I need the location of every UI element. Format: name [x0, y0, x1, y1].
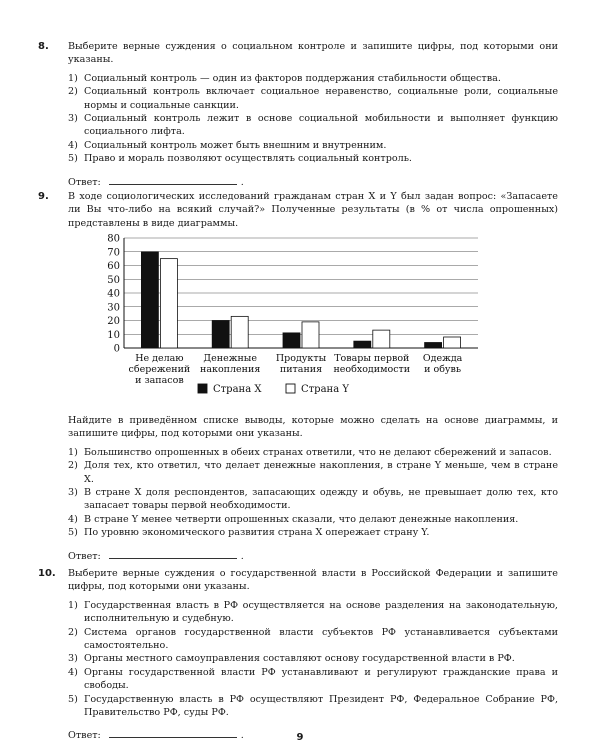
y-tick-label: 80: [107, 233, 120, 245]
option-text: Доля тех, кто ответил, что делает денежные накопления, в стране Y меньше, чем в стране X.: [84, 460, 558, 485]
answer-field[interactable]: [109, 174, 237, 185]
task-stem: Выберите верные суждения о государственной власти в Российской Федерации и запишите цифры, под которыми они указаны.: [68, 568, 558, 593]
option: [68, 152, 558, 165]
option: [68, 526, 558, 539]
bar: [141, 252, 158, 348]
y-tick-label: 20: [107, 316, 120, 327]
option-number: 3): [68, 653, 78, 665]
page-number: 9: [296, 732, 304, 743]
option-number: 3): [68, 487, 78, 499]
legend-swatch: [198, 384, 207, 393]
task-question: Найдите в приведённом списке выводы, которые можно сделать на основе диаграммы, и запишите цифры, под которыми они указаны.: [68, 415, 558, 440]
x-tick-label: Товары первой: [334, 353, 410, 364]
y-tick-label: 40: [107, 288, 120, 300]
x-tick-label: и обувь: [424, 364, 462, 375]
option-number: 5): [68, 693, 78, 705]
option: [68, 652, 558, 665]
x-tick-label: и запасов: [135, 375, 184, 386]
answer-field[interactable]: [109, 548, 237, 559]
x-tick-label: сбережений: [128, 364, 191, 375]
x-tick-label: накопления: [200, 364, 261, 375]
x-tick-label: необходимости: [333, 364, 411, 375]
option-text: Социальный контроль — один из факторов поддержания стабильности общества.: [84, 72, 501, 84]
option: [68, 693, 558, 720]
option: [68, 486, 558, 513]
option-number: 3): [68, 113, 78, 125]
bar: [160, 259, 177, 348]
y-tick-label: 0: [113, 343, 120, 355]
x-tick-label: Не делаю: [135, 353, 184, 364]
task-number: 8.: [38, 41, 49, 52]
legend-swatch: [286, 384, 295, 393]
option: [68, 112, 558, 139]
option-text: Социальный контроль включает социальное неравенство, социальные роли, социальные нормы и социальные санкции.: [84, 86, 558, 111]
option: [68, 626, 558, 653]
option: [68, 85, 558, 112]
options-list: [68, 72, 558, 166]
option: [68, 513, 558, 526]
x-tick-label: Денежные: [203, 353, 257, 364]
task-9: [38, 190, 558, 235]
option-text: Государственная власть в РФ осуществляется на основе разделения на законодательную, исполнительную и судебную.: [84, 599, 558, 625]
y-tick-label: 10: [107, 329, 120, 341]
y-tick-label: 70: [107, 247, 120, 259]
answer-end: .: [240, 550, 244, 562]
option-text: Органы местного самоуправления составляют основу государственной власти в РФ.: [84, 653, 515, 665]
option-text: Право и мораль позволяют осуществлять социальный контроль.: [84, 153, 412, 165]
options-list: [68, 446, 558, 540]
option-number: 2): [68, 626, 78, 638]
task-10: [38, 567, 558, 743]
answer-end: .: [240, 730, 244, 742]
option-text: Социальный контроль лежит в основе социальной мобильности и выполняет функцию социального лифта.: [84, 113, 558, 138]
option-number: 2): [68, 86, 78, 98]
bar-chart: [88, 230, 488, 410]
task-number: 9.: [38, 191, 49, 202]
option: [68, 459, 558, 486]
task-stem: Выберите верные суждения о социальном контроле и запишите цифры, под которыми они указаны.: [68, 41, 558, 66]
answer-row: [68, 174, 558, 189]
bar: [231, 316, 248, 348]
bar: [283, 333, 300, 348]
option: [68, 599, 558, 626]
option-text: По уровню экономического развития страна X опережает страну Y.: [84, 527, 430, 539]
option-text: Государственную власть в РФ осуществляют Президент РФ, Федеральное Собрание РФ, Правительство РФ, суды РФ.: [84, 693, 558, 719]
option-number: 4): [68, 139, 78, 151]
bar: [212, 321, 229, 349]
task-8: [38, 40, 558, 189]
option-text: Большинство опрошенных в обеих странах ответили, что не делают сбережений и запасов.: [84, 446, 552, 458]
answer-label: Ответ:: [68, 730, 101, 742]
option: [68, 666, 558, 693]
option-text: Система органов государственной власти субъектов РФ устанавливается субъектами самостоятельно.: [84, 626, 558, 652]
options-list: [68, 599, 558, 720]
answer-label: Ответ:: [68, 550, 101, 562]
option-number: 1): [68, 599, 78, 611]
option-text: Органы государственной власти РФ устанавливают и регулируют гражданские права и свободы.: [84, 666, 558, 692]
task-stem: В ходе социологических исследований гражданам стран X и Y был задан вопрос: «Запасаете ли Вы что-либо на всякий случай?» Полученные результаты (в % от числа опрошенных) представлены в виде диаграммы.: [68, 191, 558, 229]
answer-end: .: [240, 176, 244, 188]
option-text: Социальный контроль может быть внешним и внутренним.: [84, 139, 387, 151]
option: [68, 72, 558, 85]
bar: [444, 337, 461, 348]
answer-row: [68, 548, 558, 563]
option-text: В стране X доля респондентов, запасающих одежду и обувь, не превышает долю тех, кто запасает товары первой необходимости.: [84, 487, 558, 512]
x-tick-label: Одежда: [422, 353, 463, 364]
option-number: 4): [68, 513, 78, 525]
legend-label: Страна Y: [301, 384, 349, 395]
option-number: 1): [68, 72, 78, 84]
option-number: 1): [68, 446, 78, 458]
x-tick-label: Продукты: [275, 353, 327, 364]
answer-label: Ответ:: [68, 176, 101, 188]
option-number: 4): [68, 666, 78, 678]
bar: [302, 322, 319, 348]
option-text: В стране Y менее четверти опрошенных сказали, что делают денежные накопления.: [84, 513, 519, 525]
option-number: 2): [68, 460, 78, 472]
x-tick-label: питания: [279, 364, 323, 375]
bar: [373, 330, 390, 348]
task-number: 10.: [38, 568, 56, 579]
option: [68, 139, 558, 152]
y-tick-label: 60: [107, 261, 120, 272]
option: [68, 446, 558, 459]
legend-label: Страна X: [213, 384, 262, 395]
option-number: 5): [68, 527, 78, 539]
task-9-questions: [38, 414, 558, 563]
bar: [425, 343, 442, 349]
y-tick-label: 50: [107, 274, 120, 286]
y-tick-label: 30: [107, 302, 120, 314]
bar: [354, 341, 371, 348]
option-number: 5): [68, 153, 78, 165]
chart-svg: [88, 230, 488, 410]
